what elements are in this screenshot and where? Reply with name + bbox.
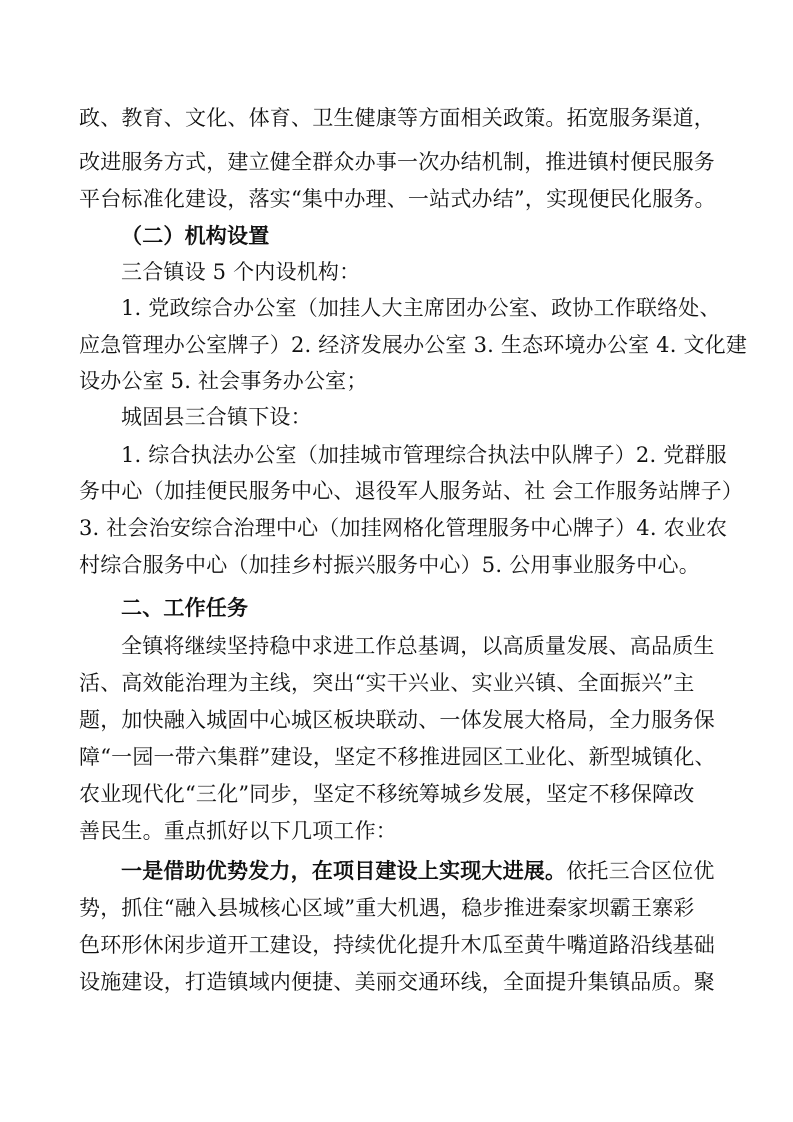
body-text-segment: 依托三合区位优 [566, 859, 715, 883]
body-text-line: 政、教育、文化、体育、卫生健康等方面相关政策。拓宽服务渠道， [79, 106, 715, 130]
section-heading: 二、工作任务 [121, 595, 249, 620]
body-text-line: 三合镇设 5 个内设机构： [121, 260, 361, 284]
body-text-line: 改进服务方式，建立健全群众办事一次办结机制，推进镇村便民服务 [79, 150, 715, 174]
body-text-line: 设办公室 5. 社会事务办公室； [79, 369, 368, 393]
body-text-line: 应急管理办公室牌子）2. 经济发展办公室 3. 生态环境办公室 4. 文化建 [79, 333, 748, 357]
body-text-line: 善民生。重点抓好以下几项工作： [79, 819, 397, 843]
body-text-line: 村综合服务中心（加挂乡村振兴服务中心）5. 公用事业服务中心。 [79, 553, 700, 577]
bold-lead-phrase: 一是借助优势发力，在项目建设上实现大进展。 [121, 858, 567, 883]
body-text-line: 1. 综合执法办公室（加挂城市管理综合执法中队牌子）2. 党群服 [121, 443, 727, 467]
body-text-line: 色环形休闲步道开工建设，持续优化提升木瓜至黄牛嘴道路沿线基础 [79, 933, 715, 957]
body-text-line: 设施建设，打造镇域内便捷、美丽交通环线，全面提升集镇品质。聚 [79, 970, 715, 994]
body-text-line: 平台标准化建设，落实“集中办理、一站式办结”，实现便民化服务。 [79, 187, 716, 211]
body-text-line [121, 853, 761, 889]
body-text-line: 3. 社会治安综合治理中心（加挂网格化管理服务中心牌子）4. 农业农 [79, 516, 728, 540]
body-text-line: 障“一园一带六集群”建设，坚定不移推进园区工业化、新型城镇化、 [79, 745, 716, 769]
body-text-line: 农业现代化“三化”同步，坚定不移统筹城乡发展，坚定不移保障改 [79, 782, 695, 806]
body-text-line: 1. 党政综合办公室（加挂人大主席团办公室、政协工作联络处、 [121, 296, 721, 320]
body-text-line: 全镇将继续坚持稳中求进工作总基调，以高质量发展、高品质生 [121, 634, 715, 658]
body-text-line: 城固县三合镇下设： [121, 405, 312, 429]
body-text-line: 务中心（加挂便民服务中心、退役军人服务站、社 会工作服务站牌子） [79, 479, 744, 503]
body-text-line: 活、高效能治理为主线，突出“实干兴业、实业兴镇、全面振兴”主 [79, 671, 695, 695]
section-heading: （二）机构设置 [121, 223, 270, 248]
body-text-line: 势，抓住“融入县城核心区域”重大机遇，稳步推进秦家坝霸王寨彩 [79, 896, 695, 920]
body-text-line: 题，加快融入城固中心城区板块联动、一体发展大格局，全力服务保 [79, 708, 715, 732]
